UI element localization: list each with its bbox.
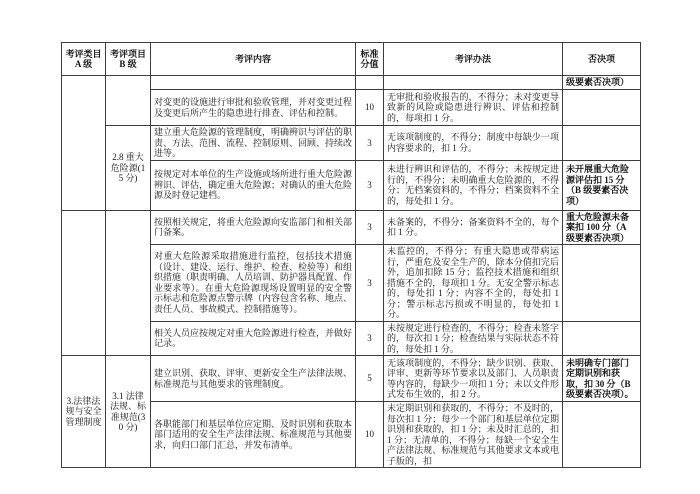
cell-score: 10 xyxy=(356,402,384,468)
cell-item-b-2-8: 2.8 重大危险源(15 分) xyxy=(106,126,151,211)
cell-score: 3 xyxy=(356,210,384,245)
col-header-item-b: 考评项目 B 级 xyxy=(106,43,151,76)
cell-veto xyxy=(563,90,641,126)
cell-veto xyxy=(563,126,641,161)
cell-method: 无该项制度的，不得分；制度中每缺少一项内容要求的，扣 1 分。 xyxy=(384,126,563,161)
header-row xyxy=(62,43,641,76)
cell-veto-carryover: 级要素否决项） xyxy=(563,76,641,90)
cell-score: 10 xyxy=(356,90,384,126)
cell-method: 无审批和验收报告的，不得分；未对变更导致新的风险或隐患进行辨识、评估和控制的，每项扣 1 分。 xyxy=(384,90,563,126)
cell-content: 各职能部门和基层单位应定期、及时识别和获取本部门适用的安全生产法律法规、标准规范与其他要求，向归口部门汇总，并发布清单。 xyxy=(151,402,356,468)
cell-content: 建立识别、获取、评审、更新安全生产法律法规、标准规范与其他要求的管理制度。 xyxy=(151,356,356,402)
cell-score: 5 xyxy=(356,356,384,402)
table-row xyxy=(62,126,641,161)
cell-method: 未进行辨识和评估的，不得分；未按规定进行的，不得分；未明确重大危险源的，不得分；无档案资料的，不得分；档案资料不全的，每处扣 1 分。 xyxy=(384,160,563,210)
assessment-table xyxy=(61,42,641,468)
col-header-category-a: 考评类目 A 级 xyxy=(62,43,106,76)
cell-method: 未备案的，不得分；备案资料不全的，每个扣 1 分。 xyxy=(384,210,563,245)
cell-score: 3 xyxy=(356,160,384,210)
cell-content: 按照相关规定，将重大危险源向安监部门和相关部门备案。 xyxy=(151,210,356,245)
col-header-veto: 否决项 xyxy=(563,43,641,76)
cell-item-b-empty xyxy=(106,76,151,126)
cell-veto xyxy=(563,402,641,468)
cell-score: 3 xyxy=(356,321,384,356)
cell-category-a-empty xyxy=(62,210,106,356)
cell-content: 相关人员应按规定对重大危险源进行检查，并做好记录。 xyxy=(151,321,356,356)
cell-content: 对变更的设施进行审批和验收管理，并对变更过程及变更后所产生的隐患进行排查、评估和控制。 xyxy=(151,90,356,126)
cell-score: 3 xyxy=(356,126,384,161)
cell-score-empty xyxy=(356,76,384,90)
table-row xyxy=(62,210,641,245)
carryover-row xyxy=(62,76,641,90)
cell-veto xyxy=(563,245,641,322)
cell-veto: 重大危险源未备案扣 100 分（A 级要素否决项） xyxy=(563,210,641,245)
cell-method: 未按规定进行检查的，不得分；检查未签字的，每次扣 1 分；检查结果与实际状态不符的，每处扣 1 分。 xyxy=(384,321,563,356)
cell-method: 未定期识别和获取的，不得分；不及时的，每次扣 1 分；每少一个部门和基层单位定期识别和获取的，扣 1 分；未及时汇总的，扣 1 分；无清单的，不得分；每缺一个安全生产法律法规、标准规范与其他要求文本或电子版的，扣 xyxy=(384,402,563,468)
col-header-method: 考评办法 xyxy=(384,43,563,76)
cell-veto xyxy=(563,321,641,356)
cell-method: 未监控的，不得分；有重大隐患或带病运行，严重危及安全生产的，除本分值扣完后外，追加扣除 15 分；监控技术措施和组织措施不全的，每项扣 1 分。无安全警示标志的，每处扣 1 分；内容不全的，每处扣 1 分；警示标志污损或不明显的，每处扣 1 分。 xyxy=(384,245,563,322)
cell-category-a-empty xyxy=(62,76,106,211)
col-header-score: 标准分值 xyxy=(356,43,384,76)
cell-content: 按规定对本单位的生产设施或场所进行重大危险源辨识、评估，确定重大危险源；对确认的重大危险源及时登记建档。 xyxy=(151,160,356,210)
cell-content: 建立重大危险源的管理制度，明确辨识与评估的职责、方法、范围、流程、控制原则、回顾、持续改进等。 xyxy=(151,126,356,161)
col-header-content: 考评内容 xyxy=(151,43,356,76)
cell-item-b-3-1: 3.1 法律法规、标准规范(30 分) xyxy=(106,356,151,468)
cell-method: 无该项制度的，不得分；缺少识别、获取、评审、更新等环节要求以及部门、人员职责等内容的，每缺少一项扣 1 分；未以文件形式发布生效的，扣 2 分。 xyxy=(384,356,563,402)
cell-content-empty xyxy=(151,76,356,90)
cell-veto: 未明确专门部门定期识别和获取，扣 30 分（B 级要素否决项）。 xyxy=(563,356,641,402)
table-row xyxy=(62,356,641,402)
cell-item-b-empty xyxy=(106,210,151,356)
cell-score: 3 xyxy=(356,245,384,322)
cell-method-empty xyxy=(384,76,563,90)
cell-veto: 未开展重大危险源评估扣 15 分（B 级要素否决项） xyxy=(563,160,641,210)
cell-category-a-3: 3.法律法规与安全管理制度 xyxy=(62,356,106,468)
cell-content: 对重大危险源采取措施进行监控，包括技术措施（设计、建设、运行、维护、检查、检验等）和组织措施（职责明确、人员培训、防护器具配置、作业要求等）。在重大危险源现场设置明显的安全警示标志和危险源点警示牌（内容包含名称、地点、责任人员、事故模式、控制措施等）。 xyxy=(151,245,356,322)
